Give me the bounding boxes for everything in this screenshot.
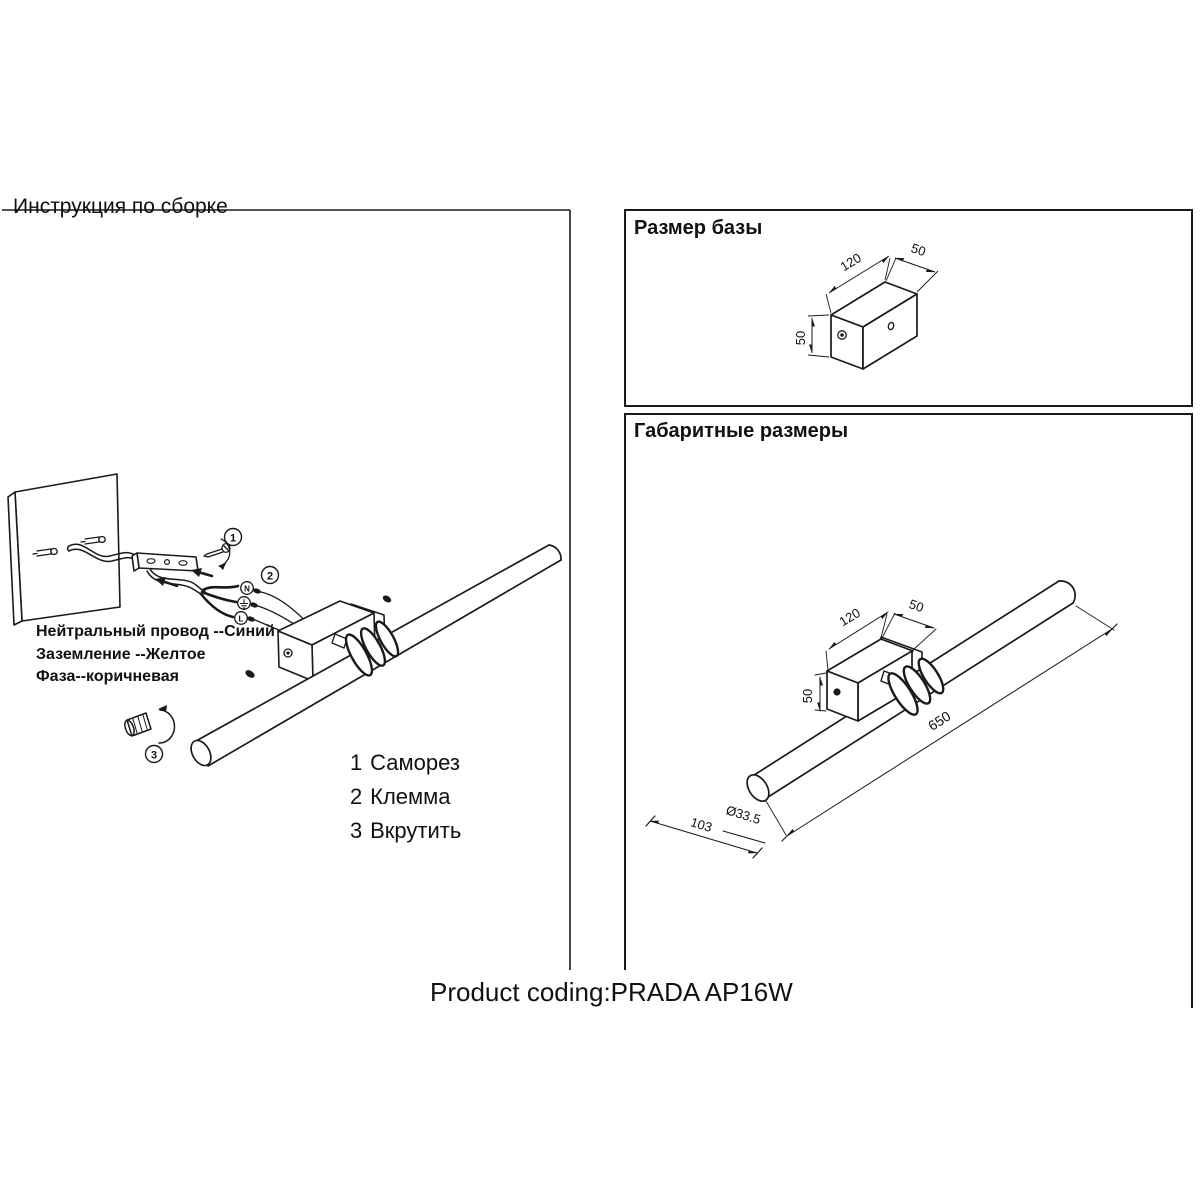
callout-3 [146, 746, 163, 763]
ground-symbol-icon [241, 600, 248, 609]
base-box [831, 282, 917, 369]
parts-list-item [350, 780, 461, 814]
parts-list [350, 746, 461, 848]
base-dim-width: 50 [909, 240, 928, 260]
overall-dim-base-width: 50 [907, 596, 926, 616]
wire-label-ground: Заземление --Желтое [36, 645, 206, 663]
overall-dim-base-height: 50 [800, 688, 815, 704]
callout-3-label: 3 [150, 749, 158, 762]
terminal-neutral [241, 582, 254, 595]
terminal-live-label: L [238, 614, 244, 624]
terminal-neutral-label: N [244, 584, 250, 594]
part-name: Клемма [370, 784, 451, 809]
overall-dim-base-length: 120 [836, 605, 863, 630]
overall-dim-projection: 103 [688, 814, 714, 836]
callout-1-label: 1 [229, 532, 237, 545]
mounting-bracket [132, 553, 198, 571]
base-size-drawing [793, 240, 938, 369]
parts-list-item [350, 746, 461, 780]
wire-label-neutral: Нейтральный провод --Синий [36, 623, 275, 640]
overall-size-panel-title: Габаритные размеры [634, 420, 849, 442]
wire-color-legend [36, 621, 275, 689]
base-dim-height: 50 [793, 330, 808, 346]
product-coding: Product coding:PRADA AP16W [430, 977, 793, 1007]
wire-label-phase: Фаза--коричневая [36, 668, 179, 685]
parts-list-item [350, 814, 461, 848]
stripped-wires [201, 586, 238, 617]
base-dim-length: 120 [837, 250, 864, 275]
overall-size-drawing [646, 581, 1117, 858]
callout-2 [262, 567, 279, 584]
part-number: 3 [350, 818, 363, 843]
part-name: Вкрутить [370, 818, 462, 843]
part-number: 1 [350, 750, 363, 775]
screw-icon [204, 539, 230, 570]
base-size-panel-title: Размер базы [634, 217, 763, 239]
screw-in-icon [123, 705, 175, 743]
overall-dim-diameter: Ø33.5 [724, 802, 763, 828]
overall-dim-tube-length: 650 [925, 707, 954, 734]
part-name: Саморез [370, 750, 460, 775]
wall-plate [8, 474, 120, 625]
terminal-ground [238, 597, 251, 610]
part-number: 2 [350, 784, 363, 809]
callout-2-label: 2 [266, 570, 274, 583]
page-title: Инструкция по сборке [13, 195, 228, 218]
